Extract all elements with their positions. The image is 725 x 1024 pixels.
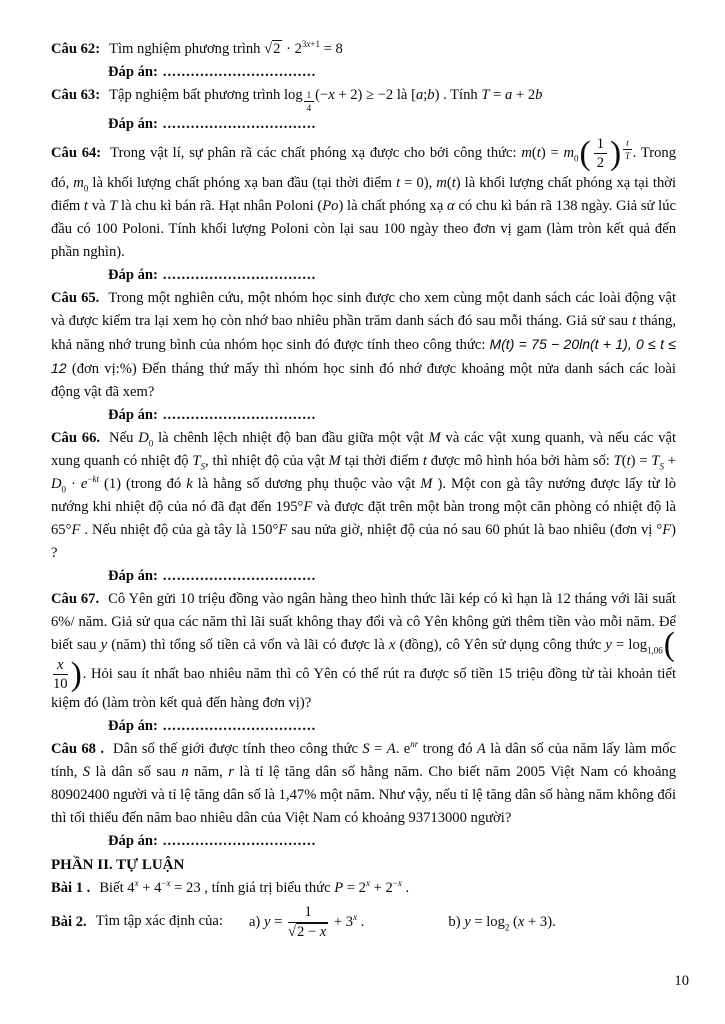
math-variable: x bbox=[397, 878, 402, 889]
math-variable: m bbox=[73, 174, 84, 191]
math-variable: T bbox=[651, 452, 660, 469]
question-text: Trong vật lí, sự phân rã các chất phóng xạ được cho bởi công thức: $m(t) = m_0$( $\frac{1}{2}$ ) $^{\frac{t}{T}}$ . Trong đó, $m_0$ là khối lượng chất phóng xạ ban đầu (tại thời điểm t = 0), m(t) là khối lượng chất phóng xạ tại thời điểm t và T là chu kì bán rã. Hạt nhân Poloni (Po) là chất phóng xạ α có chu kì bán rã 138 ngày. Giả sử lúc đầu có 100 Poloni. Tính khối lượng Poloni còn lại sau 100 ngày theo đơn vị gam (làm tròn kết quả đến phần nghìn). bbox=[51, 134, 677, 260]
math-variable: nr bbox=[410, 739, 419, 750]
math-variable: t bbox=[422, 452, 427, 469]
subscript: 0 bbox=[574, 153, 579, 164]
square-root bbox=[264, 40, 282, 57]
question-label: Câu 64: bbox=[51, 145, 102, 162]
answer-dots: ................................. bbox=[162, 406, 317, 423]
math-variable: kt bbox=[92, 473, 99, 484]
subscript: 0 bbox=[83, 183, 89, 194]
fraction-numerator: 1 bbox=[288, 904, 328, 922]
math-variable: F bbox=[662, 521, 672, 538]
math-variable: b bbox=[427, 87, 435, 103]
answer-line bbox=[108, 830, 676, 853]
question-label: Câu 67. bbox=[51, 590, 100, 607]
fraction bbox=[53, 657, 68, 693]
part-formula: $y = \log_2 (x + 3)$. bbox=[464, 913, 556, 933]
part-label: b) bbox=[448, 913, 465, 930]
subscript: 0 bbox=[61, 484, 67, 495]
math-variable: t bbox=[396, 174, 401, 191]
subscript bbox=[303, 89, 316, 113]
answer-dots: ................................. bbox=[162, 266, 317, 283]
radical-icon: √ bbox=[287, 923, 296, 940]
math-variable: T bbox=[624, 150, 630, 161]
problem-bai-1 bbox=[51, 877, 676, 900]
math-variable: y bbox=[100, 636, 108, 653]
math-variable: r bbox=[228, 764, 234, 781]
section-heading-phan-ii: PHẦN II. TỰ LUẬN bbox=[51, 857, 185, 874]
radical-icon: √ bbox=[264, 41, 273, 57]
question-text: Nếu $D_0$ là chênh lệch nhiệt độ ban đầu giữa một vật M và các vật xung quanh, và nếu các vật xung quanh có nhiệt độ $T_S$, thì nhiệt độ của vật M tại thời điểm t được mô hình hóa bởi hàm số: $T(t) = T_S + D_0 \cdot e^{-kt}$ (1) (trong đó k là hằng số dương phụ thuộc vào vật M ). Một con gà tây nướng được lấy từ lò nướng khi nhiệt độ của nó đã đạt đến 195°F và được đặt trên một bàn trong một căn phòng có nhiệt độ là 65°F . Nếu nhiệt độ của gà tây là 150°F sau nửa giờ, nhiệt độ của nó sau 60 phút là bao nhiêu (đơn vị °F) ? bbox=[51, 429, 677, 561]
math-variable: a bbox=[415, 87, 424, 103]
fraction-denominator bbox=[288, 923, 328, 940]
answer-label: Đáp án: bbox=[108, 64, 158, 80]
math-variable: T bbox=[192, 452, 201, 469]
fraction-denominator: 2 bbox=[596, 155, 604, 172]
superscript: −x bbox=[161, 878, 171, 889]
math-variable: t bbox=[626, 452, 631, 469]
math-variable: F bbox=[278, 521, 288, 538]
answer-dots: ................................. bbox=[162, 116, 317, 133]
math-variable: x bbox=[134, 878, 139, 889]
question-cau-65 bbox=[51, 287, 676, 404]
math-variable: x bbox=[319, 923, 327, 940]
problem-part bbox=[448, 913, 556, 933]
radicand: 2 − x bbox=[296, 923, 327, 940]
answer-dots: ................................. bbox=[162, 64, 317, 80]
formula-sans: M(t) = 75 − 20ln(t + 1), 0 ≤ t ≤ 12 bbox=[51, 335, 677, 376]
question-label: Câu 66. bbox=[51, 429, 101, 446]
math-variable: M bbox=[428, 429, 441, 446]
math-variable: S bbox=[659, 461, 664, 472]
question-text: Trong một nghiên cứu, một nhóm học sinh được cho xem cùng một danh sách các loài động vật và được kiểm tra lại xem họ còn nhớ bao nhiêu phần trăm danh sách đó sau mỗi tháng. Giả sử sau t tháng, khả năng nhớ trung bình của nhóm học sinh đó được tính theo công thức: M(t) = 75 − 20ln(t + 1), 0 ≤ t ≤ 12 (đơn vị:%) Đến tháng thứ mấy thì nhóm học sinh đó nhớ được khoảng một nửa danh sách các loài động vật đã xem? bbox=[51, 289, 677, 400]
fraction-numerator bbox=[53, 657, 68, 675]
question-label: Bài 2. bbox=[51, 913, 87, 930]
answer-line bbox=[108, 404, 676, 427]
question-text: Tìm tập xác định của: bbox=[95, 913, 223, 930]
math-variable: t bbox=[631, 312, 637, 329]
answer-dots: ................................. bbox=[162, 833, 317, 850]
document-content bbox=[51, 38, 676, 940]
fraction bbox=[623, 138, 632, 161]
math-variable: T bbox=[481, 87, 490, 103]
question-label: Câu 68 . bbox=[51, 741, 105, 758]
math-variable: b bbox=[535, 87, 543, 103]
math-variable: P bbox=[334, 880, 344, 897]
math-variable: α bbox=[447, 197, 455, 214]
problem-part bbox=[248, 904, 365, 940]
math-variable: S bbox=[200, 461, 205, 472]
question-cau-68 bbox=[51, 738, 676, 830]
fraction-numerator bbox=[623, 138, 632, 150]
answer-dots: ................................. bbox=[162, 567, 317, 584]
fraction-denominator: 10 bbox=[53, 676, 68, 693]
superscript bbox=[135, 879, 139, 889]
part-formula: y = $\frac{1}{√2 - x}$ + $3^x$ . bbox=[263, 904, 365, 940]
math-variable: t bbox=[451, 174, 456, 191]
answer-line bbox=[108, 565, 676, 588]
math-variable: a bbox=[505, 87, 513, 103]
question-text: Tập nghiệm bất phương trình log $_{\frac{1}{4}}$ (−x + 2) ≥ −2 là [a;b) . Tính T = a + 2b bbox=[109, 87, 543, 113]
question-text: Cô Yên gửi 10 triệu đồng vào ngân hàng theo hình thức lãi kép có kì hạn là 12 tháng với lãi suất 6%/ năm. Giả sử qua các năm thì lãi suất không thay đổi và cô Yên không gửi thêm tiền vào mỗi năm. Để biết sau y (năm) thì tổng số tiền cả vốn và lãi có được là x (đồng), cô Yên sử dụng công thức $y = \log_{1,06}$( $\frac{x}{10}$ ). Hỏi sau ít nhất bao nhiêu năm thì cô Yên có thể rút ra được số tiền 15 triệu đồng từ tài khoản tiết kiệm đó (làm tròn kết quả đến hàng đơn vị)? bbox=[51, 590, 676, 712]
math-variable: y bbox=[605, 636, 612, 653]
question-label: Bài 1 . bbox=[51, 880, 91, 897]
answer-label: Đáp án: bbox=[108, 406, 158, 423]
question-cau-66 bbox=[51, 427, 676, 565]
math-variable: y bbox=[464, 913, 471, 930]
answer-label: Đáp án: bbox=[108, 833, 158, 850]
math-variable: x bbox=[517, 913, 525, 930]
math-variable: A bbox=[476, 741, 486, 758]
superscript: −x bbox=[392, 878, 402, 889]
math-variable: y bbox=[263, 913, 271, 930]
fraction bbox=[288, 904, 328, 940]
math-variable: F bbox=[71, 521, 81, 538]
math-variable: x bbox=[365, 878, 370, 889]
question-cau-67 bbox=[51, 588, 676, 716]
superscript bbox=[366, 879, 370, 889]
math-variable: T bbox=[109, 197, 118, 214]
answer-dots: ................................. bbox=[162, 718, 317, 735]
math-variable: x bbox=[306, 39, 311, 50]
fraction-denominator bbox=[623, 150, 632, 161]
subscript: 2 bbox=[504, 922, 510, 933]
math-variable: t bbox=[83, 197, 88, 214]
superscript bbox=[410, 740, 418, 750]
math-variable: M bbox=[420, 475, 433, 492]
big-paren: ( bbox=[663, 626, 675, 664]
answer-label: Đáp án: bbox=[108, 567, 158, 584]
subscript bbox=[201, 461, 206, 471]
math-variable: Po bbox=[322, 197, 339, 214]
fraction bbox=[304, 90, 315, 113]
big-paren: ) bbox=[70, 655, 82, 693]
answer-line bbox=[108, 264, 676, 287]
math-variable: x bbox=[388, 636, 396, 653]
math-variable: S bbox=[82, 764, 91, 781]
math-variable: x bbox=[166, 878, 171, 889]
answer-label: Đáp án: bbox=[108, 266, 158, 283]
answer-line bbox=[108, 61, 676, 84]
math-variable: m bbox=[436, 174, 447, 191]
question-label: Câu 63: bbox=[51, 87, 101, 103]
math-variable: S bbox=[362, 741, 370, 758]
question-text: Dân số thế giới được tính theo công thức S = A. $e^{nr}$ trong đó A là dân số của năm lấy làm mốc tính, S là dân số sau n năm, r là tỉ lệ tăng dân số hằng năm. Cho biết năm 2005 Việt Nam có khoảng 80902400 người và tỉ lệ tăng dân số là 1,47% một năm. Như vậy, nếu tỉ lệ tăng dân số hàng năm không đổi thì tối thiểu đến năm bao nhiêu dân của Việt Nam có khoảng 93713000 người? bbox=[51, 739, 677, 827]
big-paren: ) bbox=[610, 134, 622, 172]
math-variable: A bbox=[386, 741, 396, 758]
question-cau-64 bbox=[51, 136, 676, 264]
fraction-numerator: 1 bbox=[304, 90, 315, 102]
question-cau-63 bbox=[51, 84, 676, 113]
math-variable: k bbox=[186, 475, 193, 492]
math-variable: m bbox=[521, 145, 532, 162]
math-variable: D bbox=[51, 475, 62, 492]
math-variable: M bbox=[328, 452, 341, 469]
question-text: Biết $4^x + 4^{-x} = 23$ , tính giá trị biểu thức $P = 2^x + 2^{-x}$ . bbox=[99, 878, 410, 897]
big-paren: ( bbox=[579, 134, 591, 172]
superscript bbox=[622, 137, 633, 161]
fraction bbox=[594, 136, 607, 172]
question-cau-62 bbox=[51, 38, 676, 61]
math-variable: T bbox=[613, 452, 622, 469]
math-variable: x bbox=[328, 87, 335, 103]
math-variable: x bbox=[57, 656, 64, 673]
question-label: Câu 65. bbox=[51, 289, 100, 306]
math-variable: m bbox=[563, 145, 575, 162]
square-root bbox=[288, 923, 328, 940]
problem-bai-2 bbox=[51, 904, 676, 940]
math-variable: x bbox=[353, 911, 358, 922]
part-label: a) bbox=[248, 913, 264, 930]
answer-line bbox=[108, 715, 676, 738]
superscript bbox=[353, 912, 357, 922]
fraction-denominator: 4 bbox=[306, 102, 312, 113]
math-variable: D bbox=[138, 429, 149, 446]
subscript bbox=[659, 461, 664, 471]
answer-label: Đáp án: bbox=[108, 116, 158, 133]
page-number: 10 bbox=[674, 973, 689, 989]
math-variable: t bbox=[536, 145, 541, 162]
superscript: −kt bbox=[87, 473, 99, 484]
subscript: 0 bbox=[148, 438, 154, 449]
math-variable: t bbox=[626, 137, 629, 148]
superscript: 3x+1 bbox=[301, 39, 320, 50]
math-variable: e bbox=[80, 475, 88, 492]
math-variable: n bbox=[181, 764, 189, 781]
answer-line bbox=[108, 113, 676, 136]
fraction-numerator: 1 bbox=[594, 136, 607, 154]
answer-label: Đáp án: bbox=[108, 718, 158, 735]
question-label: Câu 62: bbox=[51, 41, 101, 57]
subscript: 1,06 bbox=[647, 645, 663, 656]
radicand: 2 bbox=[273, 41, 281, 57]
question-text: Tìm nghiệm phương trình $√2 \cdot 2^{3x+1} = 8$ bbox=[109, 39, 343, 57]
math-variable: F bbox=[303, 498, 313, 515]
